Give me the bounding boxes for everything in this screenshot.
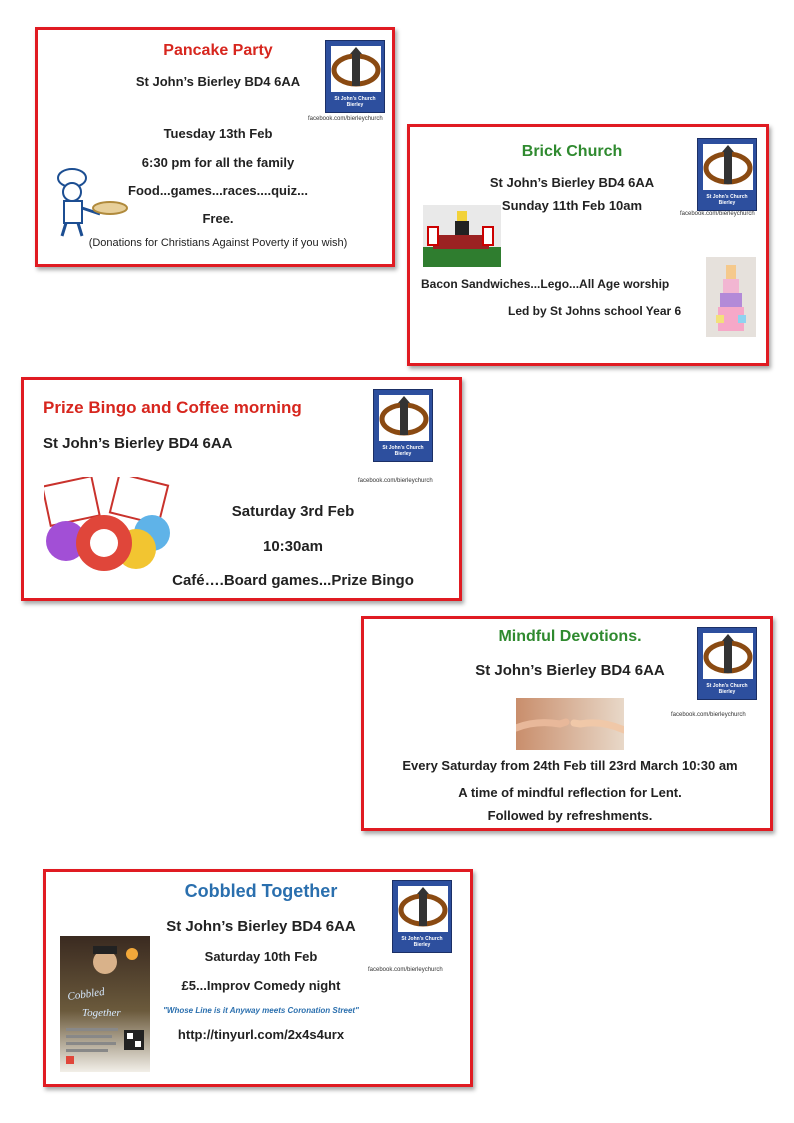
- bingo-time: 10:30am: [262, 538, 324, 555]
- cobbled-quote: "Whose Line is it Anyway meets Coronation Street": [163, 1006, 359, 1015]
- facebook-link[interactable]: facebook.com/bierleychurch: [308, 116, 383, 122]
- cobbled-address: St John’s Bierley BD4 6AA: [166, 918, 356, 935]
- pancake-price: Free.: [202, 211, 234, 226]
- church-logo: St John's Church Bierley: [697, 627, 757, 700]
- mindful-devotions-card: [361, 616, 773, 831]
- brick-activities: Bacon Sandwiches...Lego...All Age worship: [421, 277, 670, 291]
- svg-text:Together: Together: [82, 1007, 121, 1019]
- pancake-address: St John’s Bierley BD4 6AA: [135, 74, 301, 89]
- facebook-link[interactable]: facebook.com/bierleychurch: [368, 967, 443, 973]
- pancake-date: Tuesday 13th Feb: [163, 126, 273, 141]
- mindful-title: Mindful Devotions.: [498, 628, 642, 645]
- brick-church-card: [407, 124, 769, 366]
- brick-title: Brick Church: [521, 143, 623, 160]
- prize-bingo-card: [21, 377, 462, 601]
- comedy-night-poster: [60, 936, 150, 1072]
- pancake-party-card: [35, 27, 395, 267]
- mindful-address: St John’s Bierley BD4 6AA: [475, 662, 665, 679]
- bingo-address: St John’s Bierley BD4 6AA: [43, 435, 233, 452]
- cobbled-url[interactable]: http://tinyurl.com/2x4s4urx: [177, 1027, 345, 1042]
- bingo-title: Prize Bingo and Coffee morning: [43, 398, 302, 417]
- church-logo: St John's Church Bierley: [325, 40, 385, 113]
- bingo-balls-illustration: [44, 477, 174, 577]
- mindful-schedule: Every Saturday from 24th Feb till 23rd March 10:30 am: [402, 758, 738, 773]
- facebook-link[interactable]: facebook.com/bierleychurch: [680, 211, 755, 217]
- mindful-line2: Followed by refreshments.: [487, 808, 653, 823]
- church-logo: St John's Church Bierley: [392, 880, 452, 953]
- pancake-title: Pancake Party: [163, 42, 273, 59]
- lego-tower-photo: [706, 257, 756, 337]
- cobbled-title: Cobbled Together: [184, 881, 338, 901]
- pancake-donations: (Donations for Christians Against Poverty if you wish): [88, 237, 348, 249]
- svg-text:Cobbled: Cobbled: [66, 985, 106, 1003]
- brick-led-by: Led by St Johns school Year 6: [508, 304, 682, 318]
- brick-address: St John’s Bierley BD4 6AA: [489, 175, 655, 190]
- mindful-line1: A time of mindful reflection for Lent.: [458, 785, 682, 800]
- facebook-link[interactable]: facebook.com/bierleychurch: [671, 712, 746, 718]
- church-logo: St John's Church Bierley: [373, 389, 433, 462]
- lego-scene-photo: [423, 205, 501, 267]
- creation-hands-image: [516, 698, 624, 750]
- church-logo: St John's Church Bierley: [697, 138, 757, 211]
- cobbled-together-card: [43, 869, 473, 1087]
- chef-illustration: [50, 168, 130, 238]
- pancake-activities: Food...games...races....quiz...: [128, 183, 308, 198]
- cobbled-event: £5...Improv Comedy night: [181, 978, 341, 993]
- pancake-time: 6:30 pm for all the family: [141, 155, 295, 170]
- facebook-link[interactable]: facebook.com/bierleychurch: [358, 478, 433, 484]
- bingo-activities: Café….Board games...Prize Bingo: [172, 572, 414, 589]
- brick-date-time: Sunday 11th Feb 10am: [501, 198, 643, 213]
- cobbled-date: Saturday 10th Feb: [204, 949, 318, 964]
- bingo-date: Saturday 3rd Feb: [231, 503, 355, 520]
